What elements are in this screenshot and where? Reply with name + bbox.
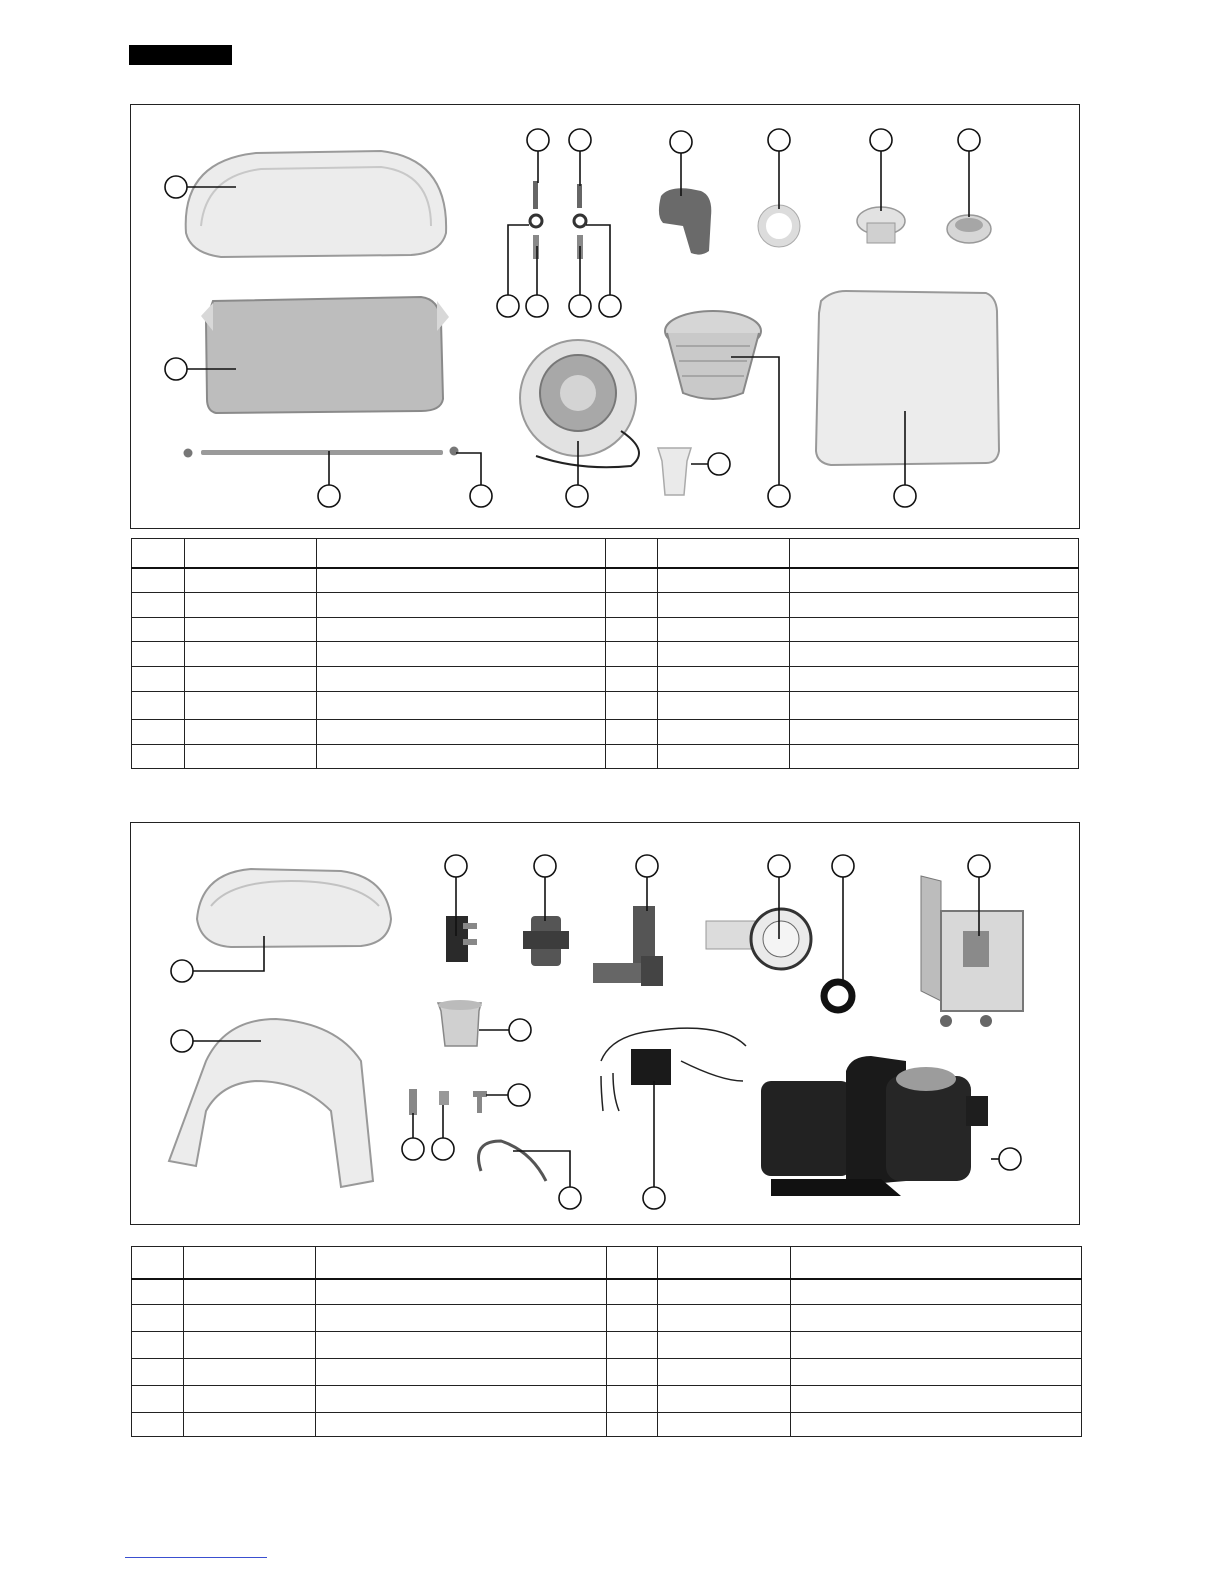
callout-marker <box>870 129 892 151</box>
callout-marker <box>708 453 730 475</box>
callout-marker <box>599 295 621 317</box>
screw-set-part <box>530 181 586 259</box>
callout-marker <box>566 485 588 507</box>
gasket-ring-part <box>824 982 852 1010</box>
lid-part <box>816 291 999 465</box>
cable-harness-part <box>479 1141 547 1181</box>
parts-table-2 <box>131 1246 1082 1437</box>
table-row <box>132 568 1079 593</box>
table-header-row <box>132 1247 1082 1279</box>
callout-marker <box>497 295 519 317</box>
table-row <box>132 692 1079 720</box>
table-row <box>132 593 1079 618</box>
callout-marker <box>527 129 549 151</box>
callout-marker <box>999 1148 1021 1170</box>
pump-part <box>761 1056 988 1196</box>
hood-arch-part <box>169 1019 373 1187</box>
small-fittings-part <box>409 1089 487 1115</box>
callout-marker <box>534 855 556 877</box>
elbow-pipe-part <box>593 906 663 986</box>
nozzle-part <box>438 1000 482 1046</box>
callout-marker <box>509 1019 531 1041</box>
cover-top-part <box>186 151 446 257</box>
callout-marker <box>768 129 790 151</box>
callout-marker <box>318 485 340 507</box>
table-header-row <box>132 539 1079 568</box>
callout-marker <box>643 1187 665 1209</box>
table-row <box>132 1332 1082 1359</box>
parts-table-1 <box>131 538 1079 769</box>
cap-part <box>947 215 991 243</box>
hood-top-part <box>197 869 391 947</box>
table-row <box>132 745 1079 769</box>
footer-link-underline[interactable] <box>125 1557 267 1558</box>
callout-marker <box>569 295 591 317</box>
table-row <box>132 1386 1082 1413</box>
parts-panel-1 <box>130 104 1080 529</box>
parts-illustration-1 <box>131 105 1081 530</box>
transformer-part <box>601 1028 746 1111</box>
callout-marker <box>508 1084 530 1106</box>
callout-marker <box>768 855 790 877</box>
rod-part <box>184 447 459 458</box>
callout-marker <box>958 129 980 151</box>
parts-panel-2 <box>130 822 1080 1225</box>
callout-marker <box>968 855 990 877</box>
table-row <box>132 618 1079 642</box>
basket-part <box>665 311 761 399</box>
table-row <box>132 1279 1082 1305</box>
control-box-part <box>921 876 1023 1027</box>
callout-marker <box>636 855 658 877</box>
callout-marker <box>402 1138 424 1160</box>
header-block <box>129 45 232 65</box>
table-row <box>132 1413 1082 1437</box>
table-row <box>132 1359 1082 1386</box>
cover-flat-part <box>201 297 449 413</box>
solenoid-valve-part <box>446 916 477 962</box>
plug-part <box>658 448 691 495</box>
flange-part <box>857 207 905 243</box>
flowmeter-part <box>706 909 811 969</box>
callout-marker <box>165 176 187 198</box>
table-row <box>132 1305 1082 1332</box>
table-row <box>132 642 1079 667</box>
callout-marker <box>559 1187 581 1209</box>
callout-marker <box>445 855 467 877</box>
table-row <box>132 720 1079 745</box>
callout-marker <box>832 855 854 877</box>
callout-marker <box>526 295 548 317</box>
callout-marker <box>432 1138 454 1160</box>
elbow-part <box>659 188 711 254</box>
callout-marker <box>569 129 591 151</box>
ring-part <box>758 205 800 247</box>
callout-marker <box>165 358 187 380</box>
callout-marker <box>470 485 492 507</box>
callout-marker <box>670 131 692 153</box>
union-part <box>523 916 569 966</box>
callout-marker <box>171 960 193 982</box>
callout-marker <box>171 1030 193 1052</box>
lamp-part <box>520 340 639 467</box>
callout-marker <box>768 485 790 507</box>
table-row <box>132 667 1079 692</box>
callout-marker <box>894 485 916 507</box>
parts-illustration-2 <box>131 823 1081 1226</box>
